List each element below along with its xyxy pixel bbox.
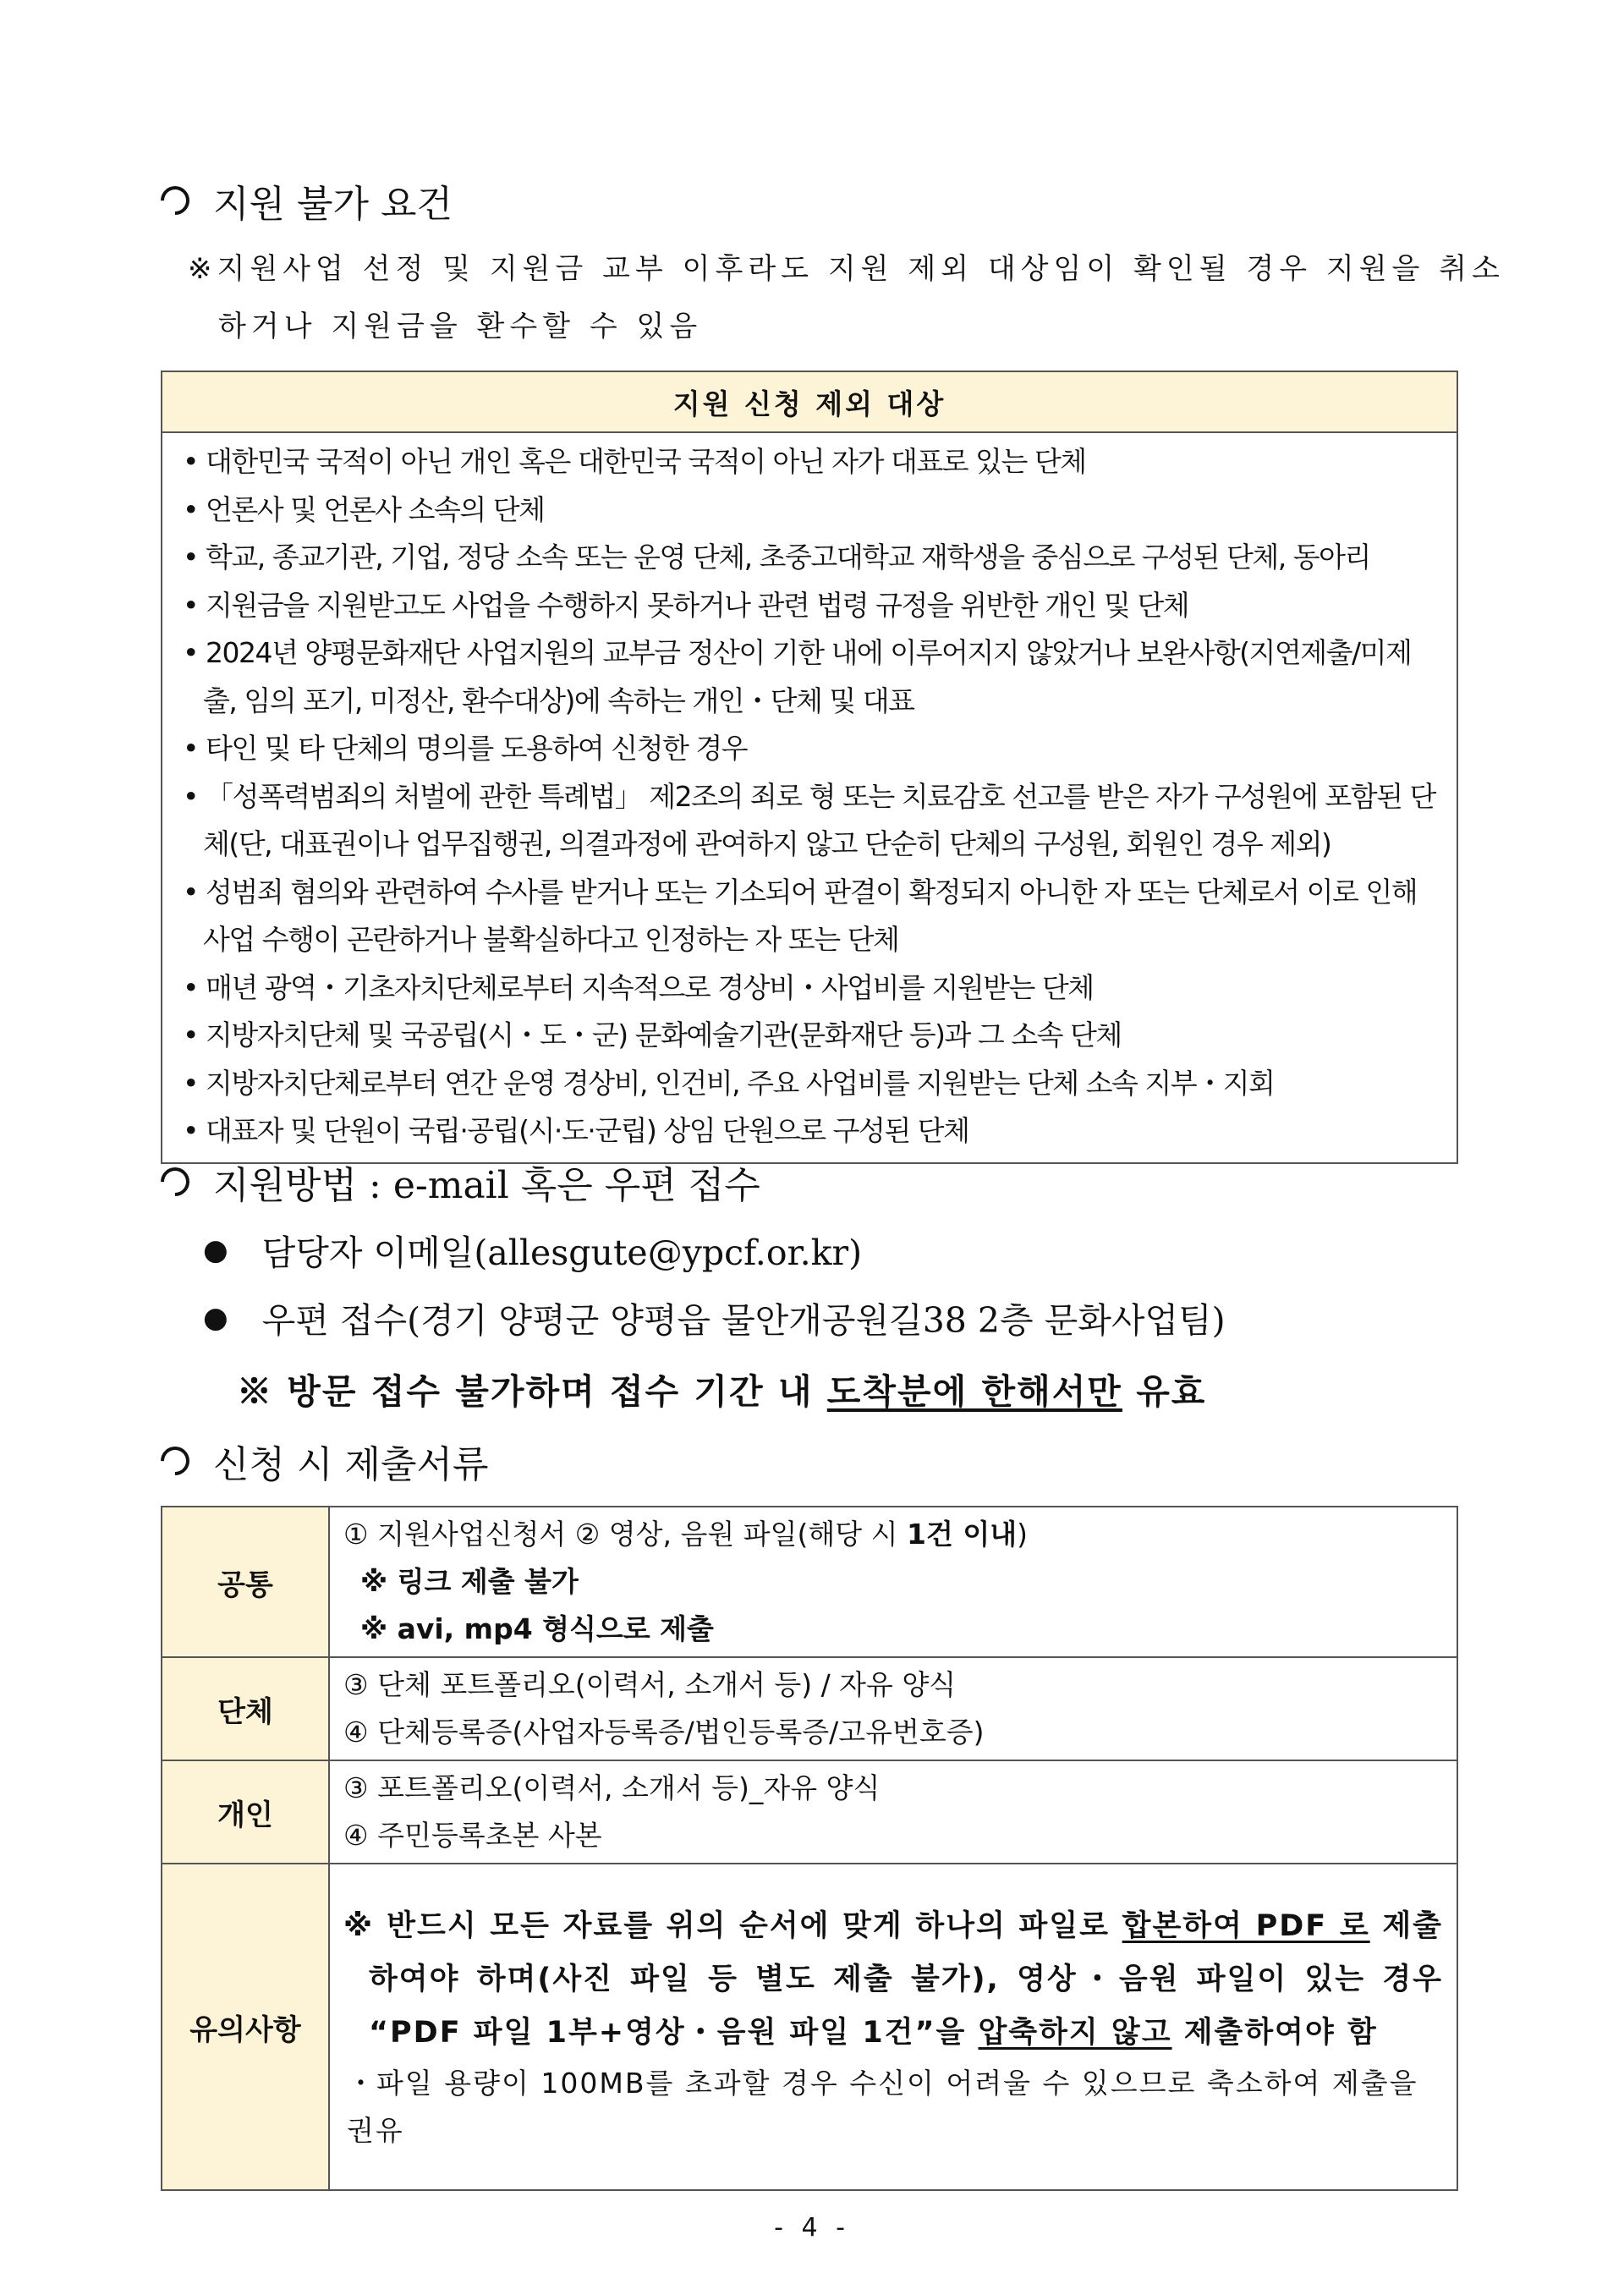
circle-bullet-icon [155,1441,195,1481]
exclusion-item: • 타인 및 타 단체의 명의를 도용하여 신청한 경우 [183,732,748,765]
page-number: - 4 - [774,2213,850,2243]
exclusion-table-header: 지원 신청 제외 대상 [162,371,1457,432]
section-title-method: 지원방법 : e-mail 혹은 우편 접수 [161,1155,760,1209]
exclusion-item: • 대표자 및 단원이 국립·공립(시·도·군립) 상임 단원으로 구성된 단체 [183,1114,969,1147]
exclusion-item: • 성범죄 혐의와 관련하여 수사를 받거나 또는 기소되어 판결이 확정되지 아니한 자 또는 단체로서 이로 인해 사업 수행이 곤란하거나 불확실하다고 인정하는 자 또는 단체 [183,875,1418,956]
docs-content-individual: ③ 포트폴리오(이력서, 소개서 등)_자유 양식 ④ 주민등록초본 사본 [329,1760,1457,1864]
section-title-documents: 신청 시 제출서류 [161,1434,489,1488]
docs-label-common: 공통 [162,1507,329,1657]
exclusion-item: • 언론사 및 언론사 소속의 단체 [183,492,545,526]
exclusion-item: • 「성폭력범죄의 처벌에 관한 특례법」 제2조의 죄로 형 또는 치료감호 선고를 받은 자가 구성원에 포함된 단체(단, 대표권이나 업무집행권, 의결과정에 관여하지 않고 단순히 단체의 구성원, 회원인 경우 제외) [183,779,1435,860]
exclusion-item: • 지원금을 지원받고도 사업을 수행하지 못하거나 관련 법령 규정을 위반한 개인 및 단체 [183,588,1189,622]
exclusion-table-body [162,432,1457,1163]
ineligibility-note-line1: ※지원사업 선정 및 지원금 교부 이후라도 지원 제외 대상임이 확인될 경우 지원을 취소 [188,252,1505,286]
method-mail: ● 우편 접수(경기 양평군 양평읍 물안개공원길38 2층 문화사업팀) [203,1300,1226,1341]
method-email: ● 담당자 이메일(allesgute@ypcf.or.kr) [203,1233,863,1273]
docs-label-caution: 유의사항 [162,1864,329,2190]
circle-bullet-icon [155,1161,195,1202]
exclusion-item: • 대한민국 국적이 아닌 개인 혹은 대한민국 국적이 아닌 자가 대표로 있는 단체 [183,445,1086,478]
visit-warning: ※ 방문 접수 불가하며 접수 기간 내 도착분에 한해서만 유효 [237,1371,1207,1412]
docs-content-common: ① 지원사업신청서 ② 영상, 음원 파일(해당 시 1건 이내) ※ 링크 제출 불가 ※ avi, mp4 형식으로 제출 [329,1507,1457,1657]
exclusion-item: • 학교, 종교기관, 기업, 정당 소속 또는 운영 단체, 초중고대학교 재학생을 중심으로 구성된 단체, 동아리 [183,541,1370,574]
docs-content-group: ③ 단체 포트폴리오(이력서, 소개서 등) / 자유 양식 ④ 단체등록증(사업자등록증/법인등록증/고유번호증) [329,1657,1457,1760]
documents-table [161,1506,1458,2191]
docs-label-individual: 개인 [162,1760,329,1864]
docs-content-caution: ※ 반드시 모든 자료를 위의 순서에 맞게 하나의 파일로 합본하여 PDF 로 제출하여야 하며(사진 파일 등 별도 제출 불가), 영상・음원 파일이 있는 경우 “PDF 파일 1부+영상・음원 파일 1건”을 압축하지 않고 제출하여야 함 ・파일 용량이 100MB를 초과할 경우 수신이 어려울 수 있으므로 축소하여 제출을 권유 [329,1864,1457,2190]
exclusion-item: • 2024년 양평문화재단 사업지원의 교부금 정산이 기한 내에 이루어지지 않았거나 보완사항(지연제출/미제출, 임의 포기, 미정산, 환수대상)에 속하는 개인・단체 및 대표 [183,636,1412,717]
dot-bullet-icon: ● [203,1233,228,1267]
dot-bullet-icon: ● [203,1300,228,1335]
exclusion-item: • 지방자치단체 및 국공립(시・도・군) 문화예술기관(문화재단 등)과 그 소속 단체 [183,1018,1122,1051]
ineligibility-note-line2: 하거나 지원금을 환수할 수 있음 [218,310,703,343]
section-title-ineligibility: 지원 불가 요건 [161,173,453,228]
circle-bullet-icon [155,180,195,221]
docs-label-group: 단체 [162,1657,329,1760]
exclusion-item: • 매년 광역・기초자치단체로부터 지속적으로 경상비・사업비를 지원받는 단체 [183,970,1094,1004]
exclusion-table [161,371,1458,1164]
exclusion-item: • 지방자치단체로부터 연간 운영 경상비, 인건비, 주요 사업비를 지원받는 단체 소속 지부・지회 [183,1066,1275,1100]
